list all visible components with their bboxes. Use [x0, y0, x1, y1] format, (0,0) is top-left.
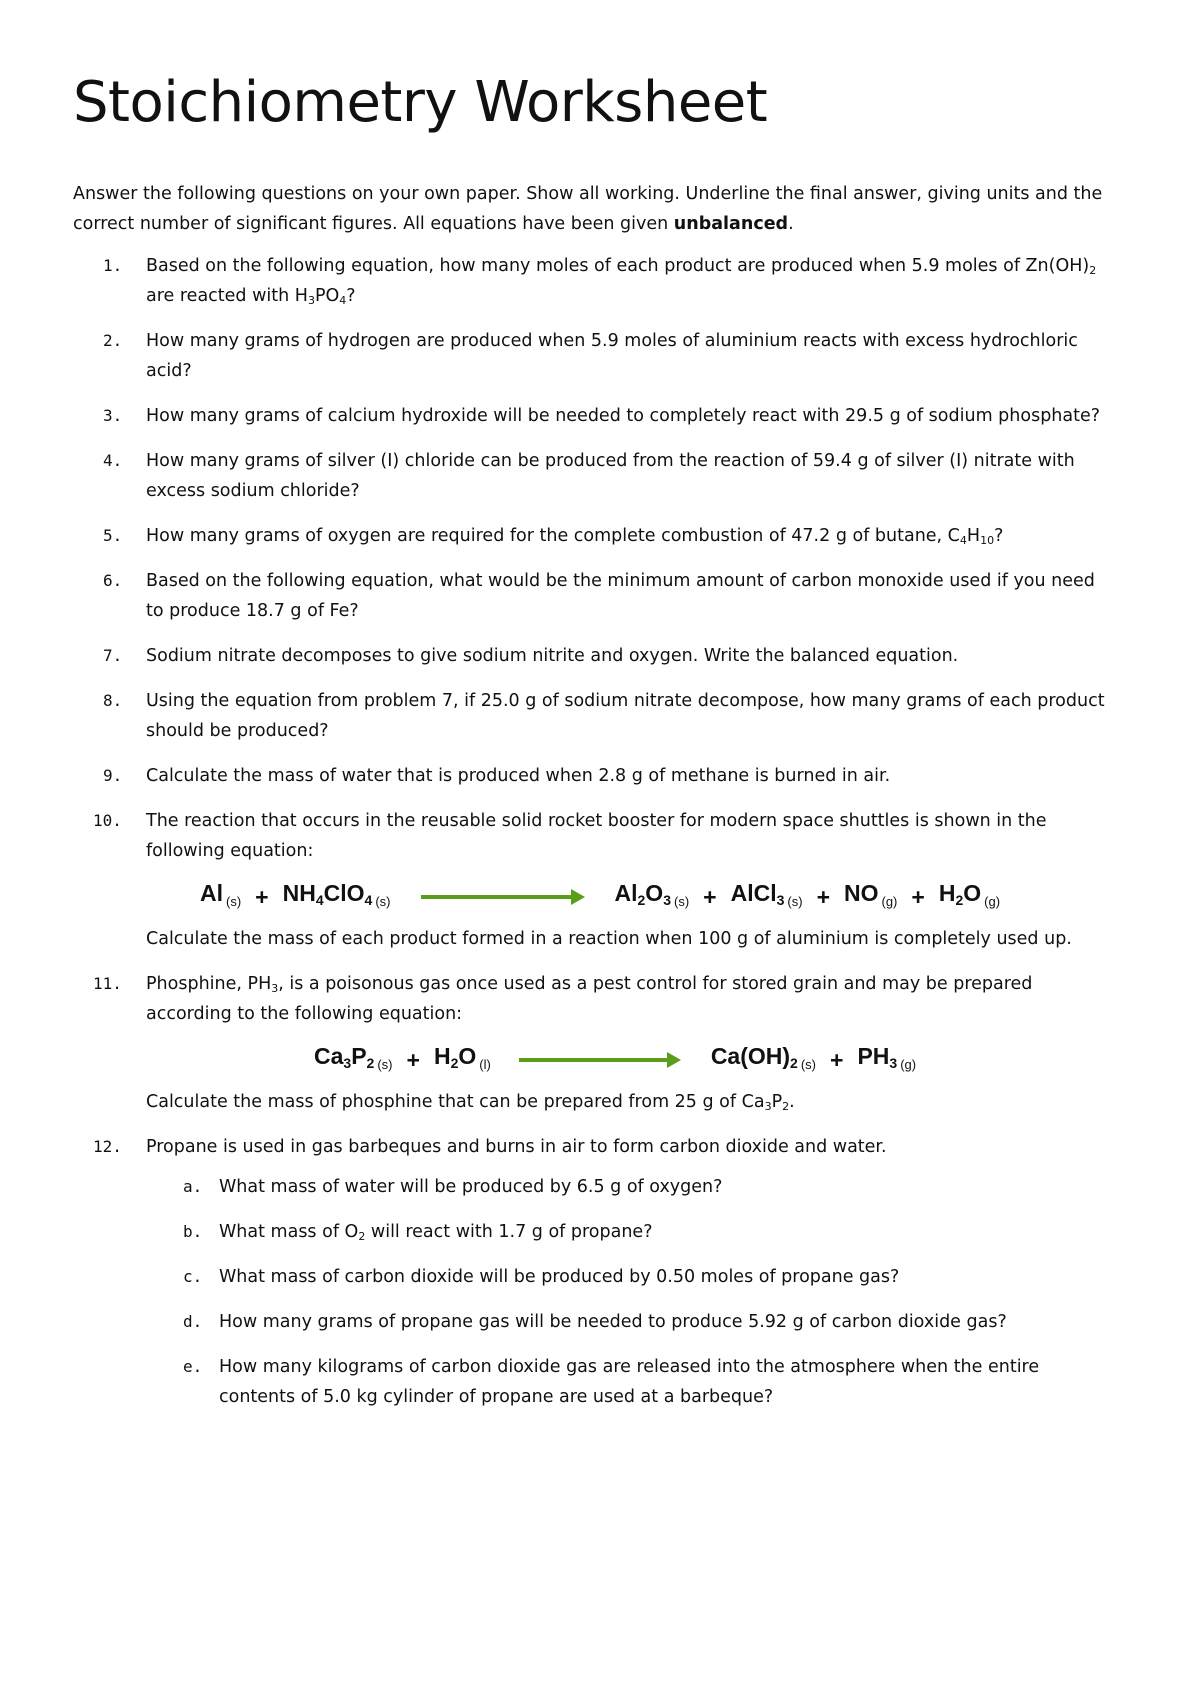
question-number: 11.: [93, 974, 122, 993]
formula: Ca(OH): [710, 1042, 791, 1069]
question-7: [73, 641, 1108, 671]
subscript: 4: [959, 534, 967, 547]
subscript: 10: [980, 534, 995, 547]
text-part: Based on the following equation, how many moles of each product are produced when 5.9 moles of Zn(OH): [146, 256, 1090, 276]
formula: NO: [844, 879, 879, 906]
question-4: [73, 446, 1108, 506]
follow-up-text: [146, 1087, 1108, 1117]
question-text: [146, 974, 1032, 1024]
reactant-nh4clo4: [283, 878, 391, 917]
question-number: 9.: [103, 766, 123, 785]
state-symbol: (s): [375, 893, 391, 909]
sub-question-text: What mass of water will be produced by 6.5 g of oxygen?: [219, 1177, 723, 1197]
question-text: Based on the following equation, what would be the minimum amount of carbon monoxide used if you need to produce 18.7 g of Fe?: [146, 571, 1095, 621]
subscript: 2: [450, 1054, 459, 1071]
subscript: 2: [366, 1054, 375, 1071]
sub-question-text: How many grams of propane gas will be needed to produce 5.92 g of carbon dioxide gas?: [219, 1312, 1007, 1332]
question-9: [73, 761, 1108, 791]
question-5: [73, 521, 1108, 551]
subscript: 4: [315, 891, 324, 908]
text-part: PO: [314, 286, 340, 306]
formula: H: [433, 1042, 451, 1069]
question-text: How many grams of hydrogen are produced when 5.9 moles of aluminium reacts with excess hydrochloric acid?: [146, 331, 1078, 381]
state-symbol: (s): [673, 893, 690, 909]
subscript: 2: [790, 1054, 798, 1071]
text-part: will react with 1.7 g of propane?: [365, 1222, 653, 1242]
sub-question-d: [146, 1307, 1108, 1337]
subscript: 3: [764, 1100, 772, 1113]
subscript: 3: [271, 982, 279, 995]
formula: Al: [614, 879, 638, 906]
question-3: [73, 401, 1108, 431]
question-number: 6.: [103, 571, 123, 590]
product-h2o: [939, 878, 1000, 917]
question-number: 3.: [103, 406, 123, 425]
question-text: Calculate the mass of water that is produced when 2.8 g of methane is burned in air.: [146, 766, 891, 786]
state-symbol: (g): [900, 1056, 917, 1072]
subscript: 3: [776, 891, 785, 908]
reactant-h2o: [434, 1041, 491, 1080]
question-number: 5.: [103, 526, 123, 545]
sub-question-letter: a.: [183, 1177, 203, 1196]
text-part: ?: [346, 286, 356, 306]
question-text: How many grams of silver (I) chloride can be produced from the reaction of 59.4 g of silver (I) nitrate with excess sodium chloride?: [146, 451, 1075, 501]
instructions-end: .: [788, 214, 794, 234]
formula: AlCl: [730, 879, 777, 906]
subscript: 3: [307, 294, 315, 307]
state-symbol: (s): [377, 1056, 393, 1072]
question-2: [73, 326, 1108, 386]
product-caoh2: [711, 1041, 816, 1080]
question-text: The reaction that occurs in the reusable solid rocket booster for modern space shuttles is shown in the following equation:: [146, 811, 1047, 861]
state-symbol: (s): [787, 893, 803, 909]
follow-up-text: Calculate the mass of each product formed in a reaction when 100 g of aluminium is completely used up.: [146, 929, 1072, 949]
instructions: [73, 179, 1108, 239]
plus-sign: +: [255, 884, 269, 910]
sub-question-letter: d.: [183, 1312, 203, 1331]
subscript: 3: [343, 1054, 352, 1071]
question-6: [73, 566, 1108, 626]
question-text: Using the equation from problem 7, if 25.0 g of sodium nitrate decompose, how many grams of each product should be produced?: [146, 691, 1105, 741]
question-12: [73, 1132, 1108, 1412]
instructions-text: Answer the following questions on your own paper. Show all working. Underline the final answer, giving units and the correct number of significant figures. All equations have been given: [73, 184, 1103, 234]
reaction-arrow-icon: [519, 1058, 669, 1062]
text-part: Phosphine, PH: [146, 974, 272, 994]
formula: O: [963, 879, 982, 906]
sub-question-c: [146, 1262, 1108, 1292]
sub-question-letter: c.: [183, 1267, 203, 1286]
product-alcl3: [731, 878, 803, 917]
text-part: H: [966, 526, 981, 546]
question-number: 2.: [103, 331, 123, 350]
state-symbol: (s): [800, 1056, 817, 1072]
question-1: [73, 251, 1108, 311]
sub-question-list: [146, 1172, 1108, 1412]
sub-question-letter: e.: [183, 1357, 203, 1376]
formula: Ca: [314, 1042, 344, 1069]
formula: P: [351, 1042, 367, 1069]
text-part: .: [789, 1092, 795, 1112]
reactant-al: [200, 878, 241, 917]
chemical-equation: [146, 880, 1108, 914]
plus-sign: +: [406, 1047, 420, 1073]
text-part: P: [771, 1092, 783, 1112]
question-text: Propane is used in gas barbeques and burns in air to form carbon dioxide and water.: [146, 1137, 887, 1157]
subscript: 2: [358, 1230, 366, 1243]
question-text: [146, 256, 1096, 306]
question-text: Sodium nitrate decomposes to give sodium nitrite and oxygen. Write the balanced equation.: [146, 646, 959, 666]
subscript: 2: [1089, 264, 1097, 277]
question-number: 4.: [103, 451, 123, 470]
formula: O: [645, 879, 664, 906]
question-text: How many grams of calcium hydroxide will be needed to completely react with 29.5 g of sodium phosphate?: [146, 406, 1101, 426]
state-symbol: (g): [881, 893, 898, 909]
sub-question-text: How many kilograms of carbon dioxide gas are released into the atmosphere when the entire contents of 5.0 kg cylinder of propane are used at a barbeque?: [219, 1357, 1040, 1407]
page-title: Stoichiometry Worksheet: [73, 70, 768, 135]
question-number: 12.: [93, 1137, 122, 1156]
question-text: [146, 526, 1003, 546]
plus-sign: +: [703, 884, 717, 910]
text-part: What mass of O: [219, 1222, 359, 1242]
subscript: 2: [782, 1100, 790, 1113]
chemical-equation: [146, 1043, 1108, 1077]
question-number: 10.: [93, 811, 122, 830]
plus-sign: +: [911, 884, 925, 910]
sub-question-e: [146, 1352, 1108, 1412]
formula: NH: [282, 879, 316, 906]
state-symbol: (g): [984, 893, 1001, 909]
product-ph3: [857, 1041, 916, 1080]
subscript: 4: [339, 294, 347, 307]
product-no: [844, 878, 897, 917]
sub-question-a: [146, 1172, 1108, 1202]
formula: PH: [857, 1042, 890, 1069]
formula: ClO: [323, 879, 365, 906]
sub-question-b: [146, 1217, 1108, 1247]
sub-question-text: [219, 1222, 653, 1242]
reaction-arrow-icon: [421, 895, 573, 899]
text-part: Calculate the mass of phosphine that can be prepared from 25 g of Ca: [146, 1092, 765, 1112]
plus-sign: +: [816, 884, 830, 910]
state-symbol: (l): [479, 1056, 491, 1072]
subscript: 2: [955, 891, 964, 908]
product-al2o3: [615, 878, 690, 917]
question-number: 1.: [103, 256, 123, 275]
subscript: 4: [364, 891, 373, 908]
subscript: 3: [889, 1054, 898, 1071]
text-part: are reacted with H: [146, 286, 308, 306]
subscript: 3: [663, 891, 671, 908]
question-11: [73, 969, 1108, 1117]
text-part: How many grams of oxygen are required for the complete combustion of 47.2 g of butane, C: [146, 526, 960, 546]
text-part: ?: [994, 526, 1004, 546]
sub-question-text: What mass of carbon dioxide will be produced by 0.50 moles of propane gas?: [219, 1267, 900, 1287]
formula: Al: [200, 879, 223, 906]
question-8: [73, 686, 1108, 746]
instructions-bold: unbalanced: [673, 214, 789, 234]
formula: O: [458, 1042, 477, 1069]
subscript: 2: [637, 891, 646, 908]
question-number: 8.: [103, 691, 123, 710]
question-number: 7.: [103, 646, 123, 665]
plus-sign: +: [830, 1047, 844, 1073]
question-10: [73, 806, 1108, 954]
reactant-ca3p2: [314, 1041, 393, 1080]
sub-question-letter: b.: [183, 1222, 203, 1241]
state-symbol: (s): [226, 893, 242, 909]
question-list: [73, 251, 1108, 1412]
formula: H: [938, 879, 956, 906]
text-part: , is a poisonous gas once used as a pest control for stored grain and may be prepared according to the following equation:: [146, 974, 1033, 1024]
